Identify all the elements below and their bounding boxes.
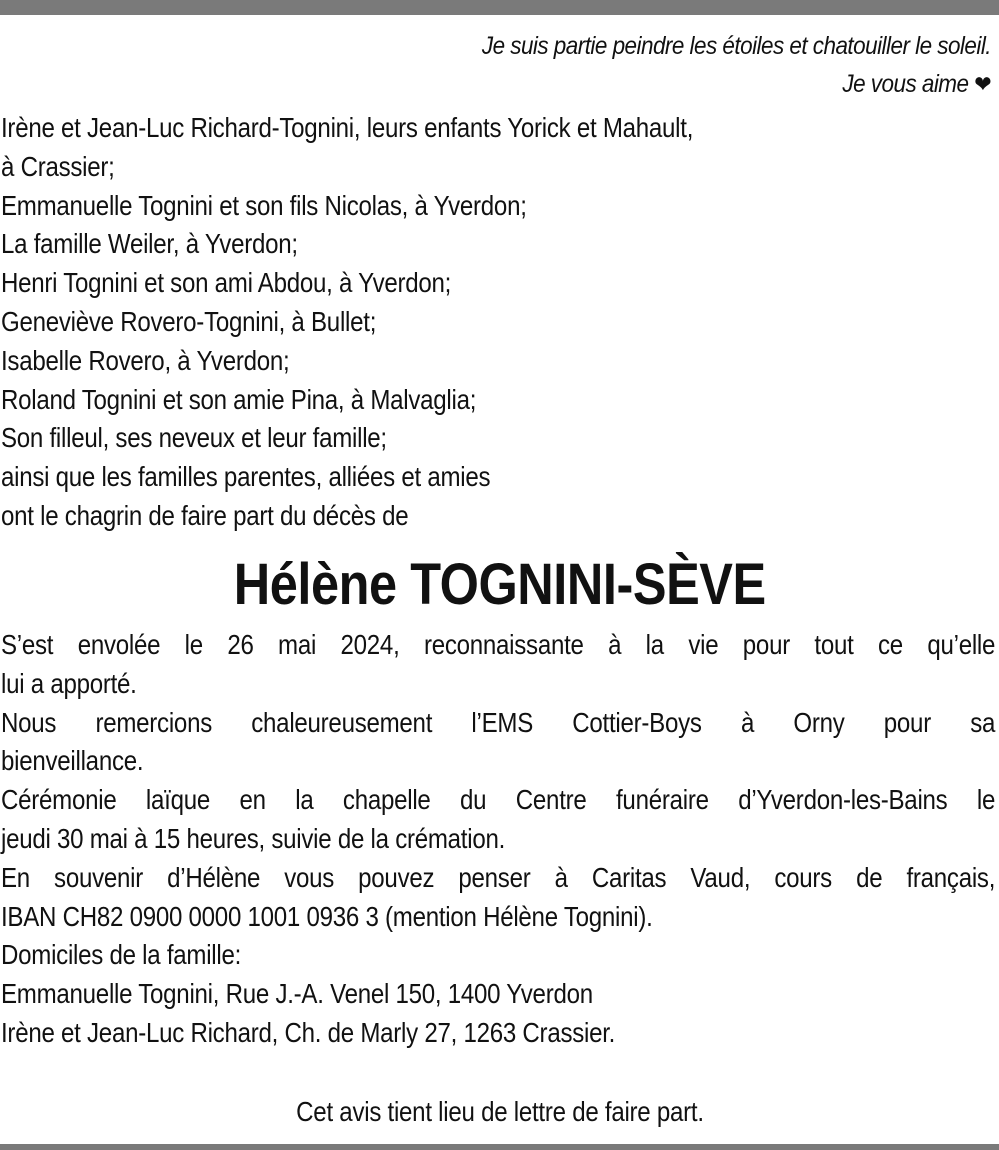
paragraph-ceremony [1,781,995,859]
paragraph-line: lui a apporté. [1,667,137,699]
quote-line-1: Je suis partie peindre les étoiles et chatouiller le soleil. [481,32,991,60]
family-line: Isabelle Rovero, à Yverdon; [1,344,290,376]
family-line: à Crassier; [1,150,115,182]
family-line: Emmanuelle Tognini et son fils Nicolas, à Yverdon; [1,189,527,221]
paragraph-line: En souvenir d’Hélène vous pouvez penser à Caritas Vaud, cours de français, [1,861,996,893]
paragraph-passing [1,626,995,704]
paragraph-line: Nous remercions chaleureusement l’EMS Cottier-Boys à Orny pour sa [1,706,996,738]
domicile-address: Irène et Jean-Luc Richard, Ch. de Marly 27, 1263 Crassier. [1,1016,616,1048]
heart-icon: ❤ [974,71,991,97]
family-line: Irène et Jean-Luc Richard-Tognini, leurs enfants Yorick et Mahault, [1,112,694,143]
family-line: Geneviève Rovero-Tognini, à Bullet; [1,305,377,337]
family-line: ainsi que les familles parentes, alliées et amies [1,461,491,493]
paragraph-donation [1,859,995,937]
footer-note-text: Cet avis tient lieu de lettre de faire part. [295,1096,704,1127]
paragraph-thanks [1,704,995,782]
quote-line-2 [181,65,991,103]
quote-line-2-text: Je vous aime [842,70,975,98]
paragraph-line: IBAN CH82 0900 0000 1001 0936 3 (mention Hélène Tognini). [1,900,653,932]
family-line: Henri Tognini et son ami Abdou, à Yverdon; [1,267,452,299]
deceased-name-text: Hélène TOGNINI-SÈVE [233,552,766,617]
paragraph-line: Cérémonie laïque en la chapelle du Centre funéraire d’Yverdon-les-Bains le [1,784,996,816]
paragraph-line: bienveillance. [1,745,144,777]
paragraph-line: S’est envolée le 26 mai 2024, reconnaissante à la vie pour tout ce qu’elle [1,629,996,660]
family-line: ont le chagrin de faire part du décès de [1,499,409,531]
bottom-border-rule [0,1144,999,1150]
domiciles-heading: Domiciles de la famille: [1,939,242,971]
family-list [1,109,964,536]
footer-note [0,1093,999,1131]
notice-body [1,626,995,1053]
deceased-name [0,548,999,622]
paragraph-line: jeudi 30 mai à 15 heures, suivie de la crémation. [1,822,506,854]
domicile-address: Emmanuelle Tognini, Rue J.-A. Venel 150, 1400 Yverdon [1,978,593,1010]
top-border-rule [0,0,999,15]
epitaph-quote [181,27,991,103]
family-line: Son filleul, ses neveux et leur famille; [1,422,387,454]
family-line: La famille Weiler, à Yverdon; [1,228,298,260]
family-line: Roland Tognini et son amie Pina, à Malvaglia; [1,383,477,415]
